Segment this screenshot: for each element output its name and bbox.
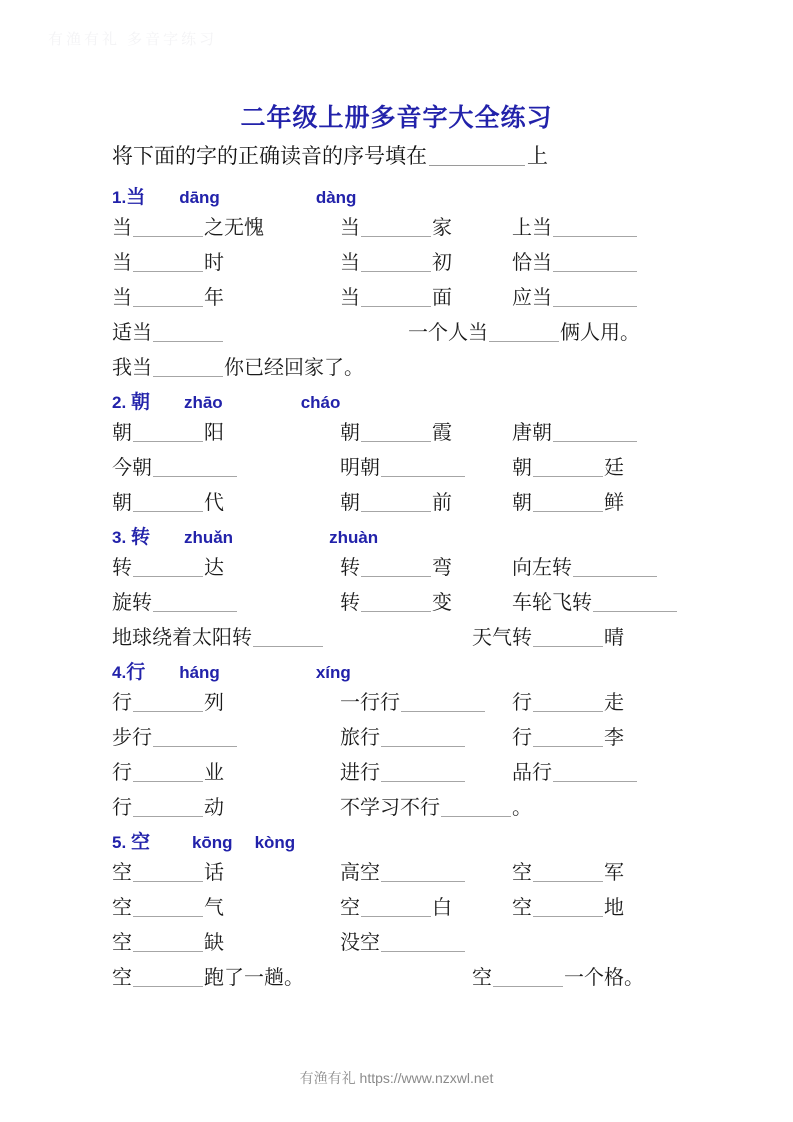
exercise-row-wide — [112, 792, 712, 827]
answer-blank[interactable] — [533, 494, 603, 512]
exercise-row — [112, 722, 712, 757]
item-text-before: 朝 — [112, 422, 132, 444]
item-text-before: 空 — [112, 932, 132, 954]
exercise-item — [340, 552, 452, 585]
item-text-before: 旋转 — [112, 592, 152, 614]
answer-blank[interactable] — [133, 424, 203, 442]
answer-blank[interactable] — [361, 559, 431, 577]
item-text-after: 代 — [204, 492, 224, 514]
item-text-before: 当 — [112, 287, 132, 309]
item-text-after: 弯 — [432, 557, 452, 579]
top-watermark: 有渔有礼 多音字练习 — [48, 31, 218, 48]
exercise-item — [340, 452, 466, 485]
item-text-before: 朝 — [512, 457, 532, 479]
exercise-item — [512, 757, 638, 790]
item-text-before: 旅行 — [340, 727, 380, 749]
answer-blank[interactable] — [133, 494, 203, 512]
item-text-before: 高空 — [340, 862, 380, 884]
exercise-item — [512, 552, 658, 585]
section-空 — [112, 828, 712, 997]
exercise-item — [112, 282, 224, 315]
exercise-row — [112, 452, 712, 487]
exercise-item — [512, 417, 638, 450]
item-text-before: 朝 — [340, 422, 360, 444]
item-text-after: 家 — [432, 217, 452, 239]
exercise-item — [340, 792, 532, 825]
item-text-before: 空 — [112, 862, 132, 884]
item-text-after: 。 — [512, 797, 532, 819]
answer-blank[interactable] — [361, 899, 431, 917]
answer-blank[interactable] — [361, 424, 431, 442]
item-text-after: 阳 — [204, 422, 224, 444]
exercise-item — [340, 282, 452, 315]
item-text-before: 空 — [112, 967, 132, 989]
answer-blank[interactable] — [153, 729, 237, 747]
item-text-before: 空 — [472, 967, 492, 989]
exercise-item — [512, 487, 624, 520]
item-text-before: 空 — [340, 897, 360, 919]
item-text-before: 一行行 — [340, 692, 400, 714]
answer-blank[interactable] — [361, 219, 431, 237]
exercise-item — [512, 857, 624, 890]
section-朝 — [112, 388, 712, 522]
section-heading — [112, 828, 712, 857]
answer-blank[interactable] — [133, 934, 203, 952]
exercise-item — [112, 487, 224, 520]
page-title: 二年级上册多音字大全练习 — [240, 105, 553, 132]
item-text-after: 缺 — [204, 932, 224, 954]
answer-blank[interactable] — [133, 899, 203, 917]
item-text-after: 一个格。 — [564, 967, 644, 989]
exercise-item — [112, 687, 224, 720]
answer-blank[interactable] — [553, 289, 637, 307]
item-text-before: 没空 — [340, 932, 380, 954]
item-text-after: 廷 — [604, 457, 624, 479]
exercise-item — [340, 722, 466, 755]
exercise-item — [112, 552, 224, 585]
exercise-row — [112, 487, 712, 522]
section-行 — [112, 658, 712, 827]
section-pinyin-first: háng — [179, 663, 220, 682]
answer-blank[interactable] — [441, 799, 511, 817]
answer-blank[interactable] — [133, 864, 203, 882]
item-text-before: 朝 — [340, 492, 360, 514]
exercise-item — [340, 417, 452, 450]
answer-blank[interactable] — [361, 594, 431, 612]
answer-blank[interactable] — [133, 764, 203, 782]
exercise-item — [112, 857, 224, 890]
exercise-row — [112, 857, 712, 892]
item-text-before: 行 — [512, 727, 532, 749]
item-text-before: 上当 — [512, 217, 552, 239]
item-text-before: 行 — [112, 762, 132, 784]
item-text-before: 转 — [340, 592, 360, 614]
section-character: 朝 — [126, 392, 150, 413]
exercise-item — [112, 417, 224, 450]
item-text-before: 向左转 — [512, 557, 572, 579]
item-text-after: 鲜 — [604, 492, 624, 514]
item-text-before: 朝 — [112, 492, 132, 514]
answer-blank[interactable] — [553, 254, 637, 272]
item-text-before: 唐朝 — [512, 422, 552, 444]
item-text-after: 之无愧 — [204, 217, 264, 239]
item-text-before: 步行 — [112, 727, 152, 749]
exercise-item — [512, 452, 624, 485]
section-pinyin-second: cháo — [300, 393, 341, 412]
answer-blank[interactable] — [153, 594, 237, 612]
section-number: 2. — [112, 393, 127, 412]
exercise-item — [472, 622, 624, 655]
item-text-after: 变 — [432, 592, 452, 614]
item-text-before: 当 — [340, 287, 360, 309]
section-character: 行 — [126, 662, 146, 683]
answer-blank[interactable] — [573, 559, 657, 577]
section-heading — [112, 658, 712, 687]
exercise-item — [340, 587, 452, 620]
item-text-after: 霞 — [432, 422, 452, 444]
section-转 — [112, 523, 712, 657]
exercise-item — [512, 212, 638, 245]
exercise-item — [512, 892, 624, 925]
answer-blank[interactable] — [533, 729, 603, 747]
section-当 — [112, 183, 712, 387]
item-text-before: 适当 — [112, 322, 152, 344]
section-pinyin-first: zhāo — [183, 393, 223, 412]
answer-blank[interactable] — [361, 494, 431, 512]
instruction-blank[interactable] — [429, 147, 525, 166]
item-text-before: 车轮飞转 — [512, 592, 592, 614]
item-text-before: 转 — [112, 557, 132, 579]
section-character: 当 — [126, 187, 146, 208]
item-text-after: 面 — [432, 287, 452, 309]
exercise-row — [112, 417, 712, 452]
answer-blank[interactable] — [253, 629, 323, 647]
exercise-row-wide — [112, 622, 712, 657]
exercise-row-wide — [112, 352, 712, 387]
item-text-after: 时 — [204, 252, 224, 274]
answer-blank[interactable] — [133, 289, 203, 307]
section-heading — [112, 183, 712, 212]
exercise-item — [112, 247, 224, 280]
exercise-item — [112, 722, 238, 755]
answer-blank[interactable] — [533, 864, 603, 882]
section-character: 转 — [126, 527, 150, 548]
answer-blank[interactable] — [553, 424, 637, 442]
answer-blank[interactable] — [533, 694, 603, 712]
exercise-item — [340, 857, 466, 890]
answer-blank[interactable] — [381, 864, 465, 882]
answer-blank[interactable] — [361, 254, 431, 272]
exercise-item — [112, 452, 238, 485]
exercise-item — [340, 757, 466, 790]
exercise-item — [408, 317, 640, 350]
item-text-after: 初 — [432, 252, 452, 274]
item-text-before: 地球绕着太阳转 — [112, 627, 252, 649]
item-text-after: 地 — [604, 897, 624, 919]
exercise-item — [512, 687, 624, 720]
exercise-item — [340, 687, 486, 720]
answer-blank[interactable] — [133, 219, 203, 237]
exercise-item — [340, 892, 452, 925]
section-pinyin-first: kōng — [191, 833, 233, 852]
answer-blank[interactable] — [401, 694, 485, 712]
instruction-text-before: 将下面的字的正确读音的序号填在 — [112, 144, 427, 168]
section-pinyin-first: dāng — [179, 188, 220, 207]
item-text-before: 空 — [112, 897, 132, 919]
section-pinyin-second: zhuàn — [329, 528, 379, 547]
section-number: 5. — [112, 833, 127, 852]
exercise-row — [112, 247, 712, 282]
exercise-item — [472, 962, 644, 995]
item-text-after: 走 — [604, 692, 624, 714]
answer-blank[interactable] — [489, 324, 559, 342]
exercise-item — [340, 247, 452, 280]
item-text-before: 当 — [112, 252, 132, 274]
item-text-after: 李 — [604, 727, 624, 749]
exercise-row — [112, 282, 712, 317]
answer-blank[interactable] — [133, 559, 203, 577]
exercise-item — [112, 212, 264, 245]
answer-blank[interactable] — [133, 254, 203, 272]
item-text-after: 跑了一趟。 — [204, 967, 304, 989]
item-text-before: 当 — [340, 217, 360, 239]
item-text-before: 行 — [112, 797, 132, 819]
item-text-after: 动 — [204, 797, 224, 819]
item-text-after: 话 — [204, 862, 224, 884]
exercise-row — [112, 757, 712, 792]
exercise-sections — [112, 183, 712, 998]
exercise-item — [340, 487, 452, 520]
answer-blank[interactable] — [553, 219, 637, 237]
exercise-item — [112, 927, 224, 960]
answer-blank[interactable] — [133, 799, 203, 817]
answer-blank[interactable] — [381, 729, 465, 747]
item-text-after: 白 — [432, 897, 452, 919]
exercise-row — [112, 687, 712, 722]
answer-blank[interactable] — [381, 934, 465, 952]
item-text-after: 军 — [604, 862, 624, 884]
exercise-item — [112, 352, 364, 385]
item-text-after: 列 — [204, 692, 224, 714]
item-text-before: 当 — [112, 217, 132, 239]
item-text-before: 空 — [512, 862, 532, 884]
answer-blank[interactable] — [533, 899, 603, 917]
exercise-row-wide — [112, 962, 712, 997]
exercise-row-wide — [112, 317, 712, 352]
instruction-line — [112, 140, 548, 170]
item-text-before: 一个人当 — [408, 322, 488, 344]
section-number: 1. — [112, 188, 127, 207]
answer-blank[interactable] — [153, 324, 223, 342]
section-character: 空 — [126, 832, 150, 853]
item-text-after: 年 — [204, 287, 224, 309]
answer-blank[interactable] — [133, 694, 203, 712]
answer-blank[interactable] — [493, 969, 563, 987]
section-heading — [112, 388, 712, 417]
item-text-before: 不学习不行 — [340, 797, 440, 819]
exercise-item — [112, 317, 224, 350]
exercise-item — [112, 622, 324, 655]
exercise-item — [112, 962, 304, 995]
section-number: 4. — [112, 663, 127, 682]
exercise-item — [112, 792, 224, 825]
item-text-after: 业 — [204, 762, 224, 784]
exercise-item — [112, 587, 238, 620]
item-text-before: 行 — [512, 692, 532, 714]
section-pinyin-second: kòng — [254, 833, 296, 852]
section-number: 3. — [112, 528, 127, 547]
exercise-row — [112, 892, 712, 927]
answer-blank[interactable] — [153, 359, 223, 377]
item-text-before: 品行 — [512, 762, 552, 784]
item-text-before: 当 — [340, 252, 360, 274]
exercise-item — [512, 282, 638, 315]
exercise-item — [512, 247, 638, 280]
exercise-row — [112, 587, 712, 622]
exercise-item — [112, 892, 224, 925]
item-text-before: 恰当 — [512, 252, 552, 274]
item-text-before: 今朝 — [112, 457, 152, 479]
answer-blank[interactable] — [553, 764, 637, 782]
exercise-item — [340, 927, 466, 960]
item-text-after: 气 — [204, 897, 224, 919]
exercise-item — [340, 212, 452, 245]
answer-blank[interactable] — [361, 289, 431, 307]
section-pinyin-second: xíng — [315, 663, 351, 682]
answer-blank[interactable] — [533, 459, 603, 477]
item-text-before: 天气转 — [472, 627, 532, 649]
item-text-before: 应当 — [512, 287, 552, 309]
exercise-item — [112, 757, 224, 790]
answer-blank[interactable] — [381, 764, 465, 782]
answer-blank[interactable] — [133, 969, 203, 987]
item-text-before: 进行 — [340, 762, 380, 784]
exercise-item — [512, 722, 624, 755]
answer-blank[interactable] — [381, 459, 465, 477]
footer-watermark: 有渔有礼 https://www.nzxwl.net — [299, 1070, 494, 1086]
item-text-after: 前 — [432, 492, 452, 514]
item-text-after: 你已经回家了。 — [224, 357, 364, 379]
item-text-after: 达 — [204, 557, 224, 579]
exercise-item — [512, 587, 678, 620]
exercise-row — [112, 927, 712, 962]
item-text-before: 明朝 — [340, 457, 380, 479]
item-text-before: 空 — [512, 897, 532, 919]
section-pinyin-second: dàng — [315, 188, 357, 207]
item-text-before: 我当 — [112, 357, 152, 379]
exercise-row — [112, 212, 712, 247]
item-text-after: 俩人用。 — [560, 322, 640, 344]
item-text-before: 行 — [112, 692, 132, 714]
item-text-before: 朝 — [512, 492, 532, 514]
item-text-after: 晴 — [604, 627, 624, 649]
instruction-text-after: 上 — [527, 144, 548, 168]
exercise-row — [112, 552, 712, 587]
answer-blank[interactable] — [533, 629, 603, 647]
section-heading — [112, 523, 712, 552]
section-pinyin-first: zhuǎn — [183, 528, 234, 547]
item-text-before: 转 — [340, 557, 360, 579]
answer-blank[interactable] — [153, 459, 237, 477]
answer-blank[interactable] — [593, 594, 677, 612]
